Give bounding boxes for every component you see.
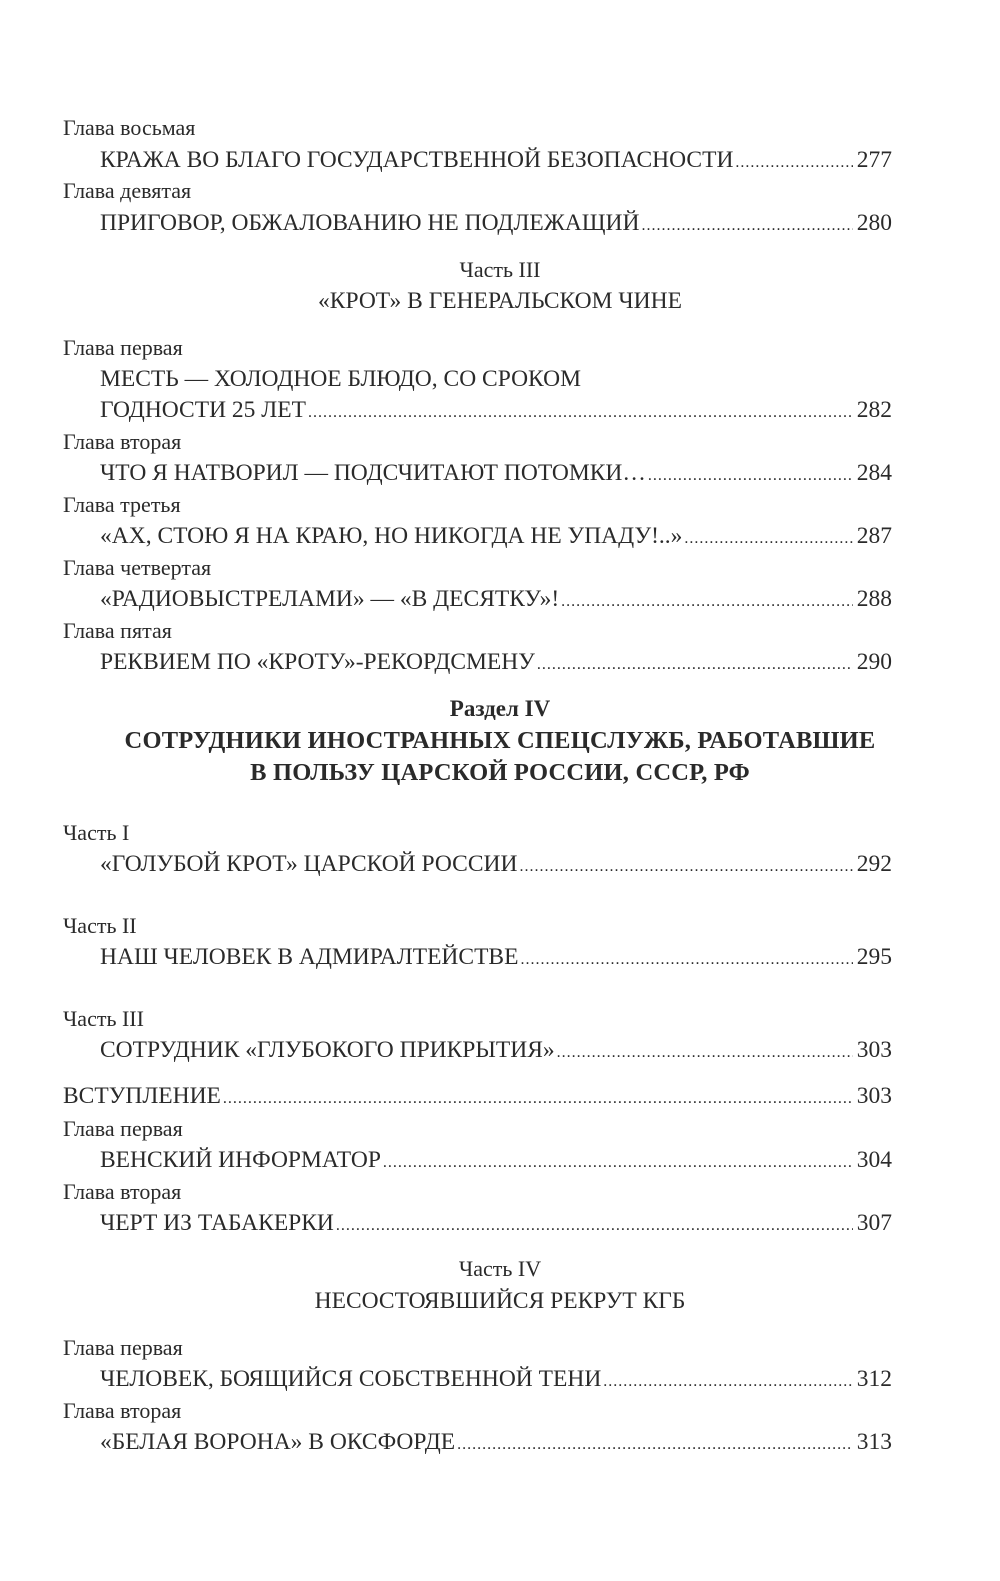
dot-leader: [557, 1038, 853, 1068]
toc-entry[interactable]: [100, 145, 892, 178]
page-number: 303: [856, 1037, 892, 1063]
page-number: 304: [856, 1147, 892, 1173]
page-number: 307: [856, 1210, 892, 1236]
dot-leader: [735, 148, 852, 178]
page-number: 284: [856, 460, 892, 486]
toc-entry[interactable]: [100, 849, 892, 882]
chapter-label: Глава первая: [63, 335, 183, 360]
section-label: Раздел IV: [449, 696, 551, 721]
page-number: 292: [856, 851, 892, 877]
toc-entry[interactable]: [100, 942, 892, 975]
toc-entry[interactable]: [100, 1208, 892, 1241]
chapter-label: Глава первая: [63, 1335, 183, 1360]
toc-entry[interactable]: [100, 1364, 892, 1397]
page-number: 288: [856, 586, 892, 612]
toc-entry[interactable]: [100, 1427, 892, 1460]
section-title: СОТРУДНИКИ ИНОСТРАННЫХ СПЕЦСЛУЖБ, РАБОТАВШИЕ: [124, 727, 876, 754]
entry-title: ЧТО Я НАТВОРИЛ — ПОДСЧИТАЮТ ПОТОМКИ…: [100, 460, 646, 486]
chapter-label: Глава первая: [63, 1116, 183, 1141]
chapter-label: Глава девятая: [63, 178, 192, 203]
entry-title: «РАДИОВЫСТРЕЛАМИ» — «В ДЕСЯТКУ»!: [100, 586, 560, 612]
toc-entry[interactable]: [100, 208, 892, 241]
dot-leader: [603, 1367, 852, 1397]
part-title: НЕСОСТОЯВШИЙСЯ РЕКРУТ КГБ: [314, 1288, 686, 1314]
page-number: 280: [856, 210, 892, 236]
part-title: «КРОТ» В ГЕНЕРАЛЬСКОМ ЧИНЕ: [318, 288, 682, 314]
dot-leader: [457, 1430, 853, 1460]
toc-entry[interactable]: [100, 521, 892, 554]
entry-title: ГОДНОСТИ 25 ЛЕТ: [100, 397, 306, 423]
chapter-label: Глава вторая: [63, 429, 182, 454]
page-number: 290: [856, 649, 892, 675]
toc-entry[interactable]: [100, 458, 892, 491]
page-number: 295: [856, 944, 892, 970]
entry-title: ВСТУПЛЕНИЕ: [63, 1083, 221, 1109]
entry-title: НАШ ЧЕЛОВЕК В АДМИРАЛТЕЙСТВЕ: [100, 944, 519, 970]
dot-leader: [336, 1211, 853, 1241]
dot-leader: [520, 945, 852, 975]
toc-entry[interactable]: [100, 395, 892, 428]
dot-leader: [684, 524, 852, 554]
toc-entry[interactable]: [100, 647, 892, 680]
entry-title: ПРИГОВОР, ОБЖАЛОВАНИЮ НЕ ПОДЛЕЖАЩИЙ: [100, 210, 640, 236]
entry-title: «ГОЛУБОЙ КРОТ» ЦАРСКОЙ РОССИИ: [100, 851, 518, 877]
chapter-label: Глава четвертая: [63, 555, 212, 580]
chapter-label: Глава восьмая: [63, 115, 196, 140]
part-label: Часть III: [63, 1006, 144, 1031]
entry-title: ЧЕЛОВЕК, БОЯЩИЙСЯ СОБСТВЕННОЙ ТЕНИ: [100, 1366, 602, 1392]
chapter-label: Глава вторая: [63, 1179, 182, 1204]
entry-title: ВЕНСКИЙ ИНФОРМАТОР: [100, 1147, 381, 1173]
toc-entry[interactable]: [100, 584, 892, 617]
entry-title: ЧЕРТ ИЗ ТАБАКЕРКИ: [100, 1210, 334, 1236]
dot-leader: [648, 461, 853, 491]
chapter-label: Глава третья: [63, 492, 181, 517]
page-number: 282: [856, 397, 892, 423]
toc-entry[interactable]: [63, 1081, 892, 1114]
toc-entry[interactable]: [100, 1035, 892, 1068]
part-label: Часть II: [63, 913, 137, 938]
toc-entry[interactable]: [100, 1145, 892, 1178]
entry-title: КРАЖА ВО БЛАГО ГОСУДАРСТВЕННОЙ БЕЗОПАСНОСТИ: [100, 147, 734, 173]
entry-title: «АХ, СТОЮ Я НА КРАЮ, НО НИКОГДА НЕ УПАДУ!..»: [100, 523, 683, 549]
dot-leader: [537, 650, 853, 680]
page-number: 287: [856, 523, 892, 549]
part-label: Часть I: [63, 820, 130, 845]
dot-leader: [223, 1084, 853, 1114]
entry-title: «БЕЛАЯ ВОРОНА» В ОКСФОРДЕ: [100, 1429, 456, 1455]
dot-leader: [561, 587, 853, 617]
chapter-label: Глава вторая: [63, 1398, 182, 1423]
page-number: 313: [856, 1429, 892, 1455]
dot-leader: [308, 398, 853, 428]
page-number: 303: [856, 1083, 892, 1109]
dot-leader: [641, 211, 852, 241]
dot-leader: [383, 1148, 853, 1178]
section-title: В ПОЛЬЗУ ЦАРСКОЙ РОССИИ, СССР, РФ: [250, 759, 750, 786]
page-number: 277: [856, 147, 892, 173]
dot-leader: [519, 852, 852, 882]
entry-title: РЕКВИЕМ ПО «КРОТУ»-РЕКОРДСМЕНУ: [100, 649, 535, 675]
entry-title: СОТРУДНИК «ГЛУБОКОГО ПРИКРЫТИЯ»: [100, 1037, 555, 1063]
part-label: Часть IV: [458, 1256, 542, 1281]
part-label: Часть III: [459, 257, 541, 282]
page-number: 312: [856, 1366, 892, 1392]
entry-title: МЕСТЬ — ХОЛОДНОЕ БЛЮДО, СО СРОКОМ: [100, 366, 582, 392]
chapter-label: Глава пятая: [63, 618, 172, 643]
